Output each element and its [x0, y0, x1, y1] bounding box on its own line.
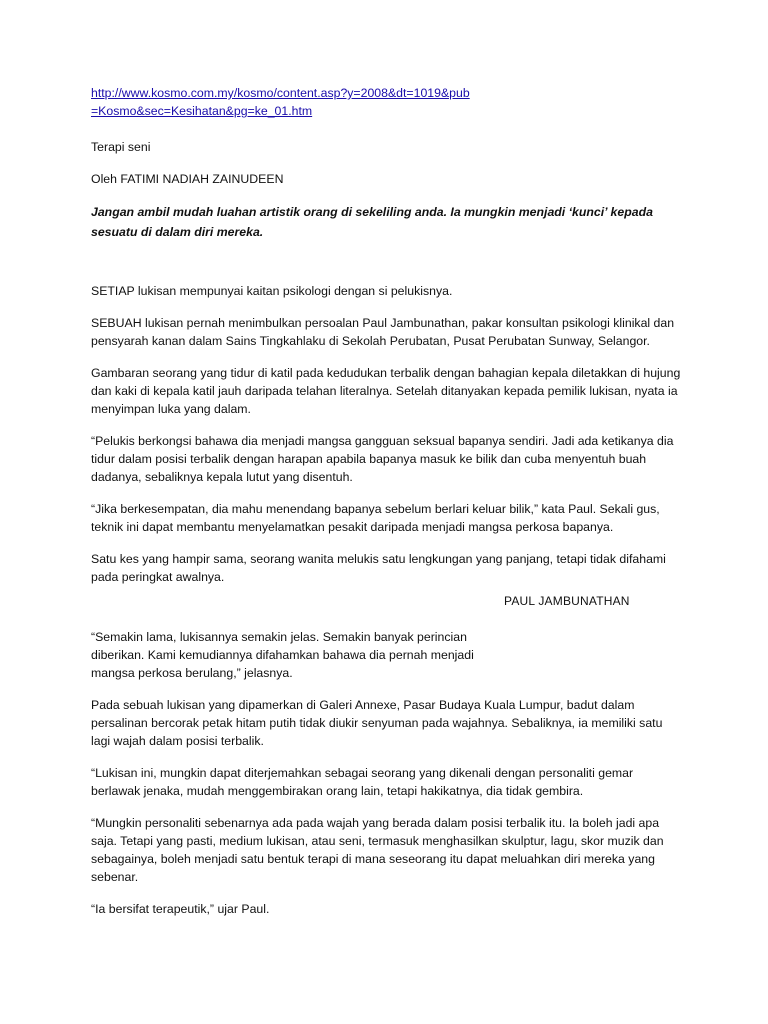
article-paragraph: “Pelukis berkongsi bahawa dia menjadi mangsa gangguan seksual bapanya sendiri. Jadi ada ketikanya dia tidur dalam posisi terbalik dengan harapan apabila bapanya masuk ke bilik dan cuba menyentuh buah dadanya, sebaliknya kepala lutut yang disentuh. [91, 434, 674, 484]
article-paragraph: “Lukisan ini, mungkin dapat diterjemahkan sebagai seorang yang dikenali dengan personaliti gemar berlawak jenaka, mudah menggembirakan orang lain, tetapi hakikatnya, dia tidak gembira. [91, 766, 634, 798]
article-paragraph: “Semakin lama, lukisannya semakin jelas. Semakin banyak perincian diberikan. Kami kemudiannya difahamkan bahawa dia pernah menjadi mangsa perkosa berulang,” jelasnya. [91, 630, 474, 680]
byline: Oleh FATIMI NADIAH ZAINUDEEN [91, 172, 284, 186]
source-link[interactable]: http://www.kosmo.com.my/kosmo/content.asp?y=2008&dt=1019&pub=Kosmo&sec=Kesihatan&pg=ke_01.htm [91, 86, 470, 118]
article-lede: Jangan ambil mudah luahan artistik orang di sekeliling anda. Ia mungkin menjadi ‘kunci’ kepada sesuatu di dalam diri mereka. [91, 205, 653, 239]
article-paragraph: Pada sebuah lukisan yang dipamerkan di Galeri Annexe, Pasar Budaya Kuala Lumpur, badut dalam persalinan bercorak petak hitam putih tidak diukir senyuman pada wajahnya. Sebaliknya, ia memiliki satu lagi wajah dalam posisi terbalik. [91, 698, 663, 748]
article-paragraph: SEBUAH lukisan pernah menimbulkan persoalan Paul Jambunathan, pakar konsultan psikologi klinikal dan pensyarah kanan dalam Sains Tingkahlaku di Sekolah Perubatan, Pusat Perubatan Sunway, Selangor. [91, 316, 675, 348]
article-paragraph: Satu kes yang hampir sama, seorang wanita melukis satu lengkungan yang panjang, tetapi tidak difahami pada peringkat awalnya. [91, 552, 666, 584]
photo-caption: PAUL JAMBUNATHAN [504, 594, 630, 608]
article-paragraph: SETIAP lukisan mempunyai kaitan psikologi dengan si pelukisnya. [91, 284, 453, 298]
article-paragraph: “Mungkin personaliti sebenarnya ada pada wajah yang berada dalam posisi terbalik itu. Ia boleh jadi apa saja. Tetapi yang pasti, medium lukisan, atau seni, termasuk menghasilkan skulptur, lagu, skor muzik dan sebagainya, boleh menjadi satu bentuk terapi di mana seseorang itu dapat meluahkan diri mereka yang sebenar. [91, 816, 664, 884]
article-paragraph: “Jika berkesempatan, dia mahu menendang bapanya sebelum berlari keluar bilik,” kata Paul. Sekali gus, teknik ini dapat membantu menyelamatkan pesakit daripada menjadi mangsa perkosa bapanya. [91, 502, 660, 534]
document-page [91, 84, 681, 918]
article-paragraph: Gambaran seorang yang tidur di katil pada kedudukan terbalik dengan bahagian kepala diletakkan di hujung dan kaki di kepala katil jauh daripada telahan literalnya. Setelah ditanyakan kepada pemilik lukisan, nyata ia menyimpan luka yang dalam. [91, 366, 681, 416]
article-paragraph: “Ia bersifat terapeutik,” ujar Paul. [91, 902, 270, 916]
section-label: Terapi seni [91, 140, 151, 154]
